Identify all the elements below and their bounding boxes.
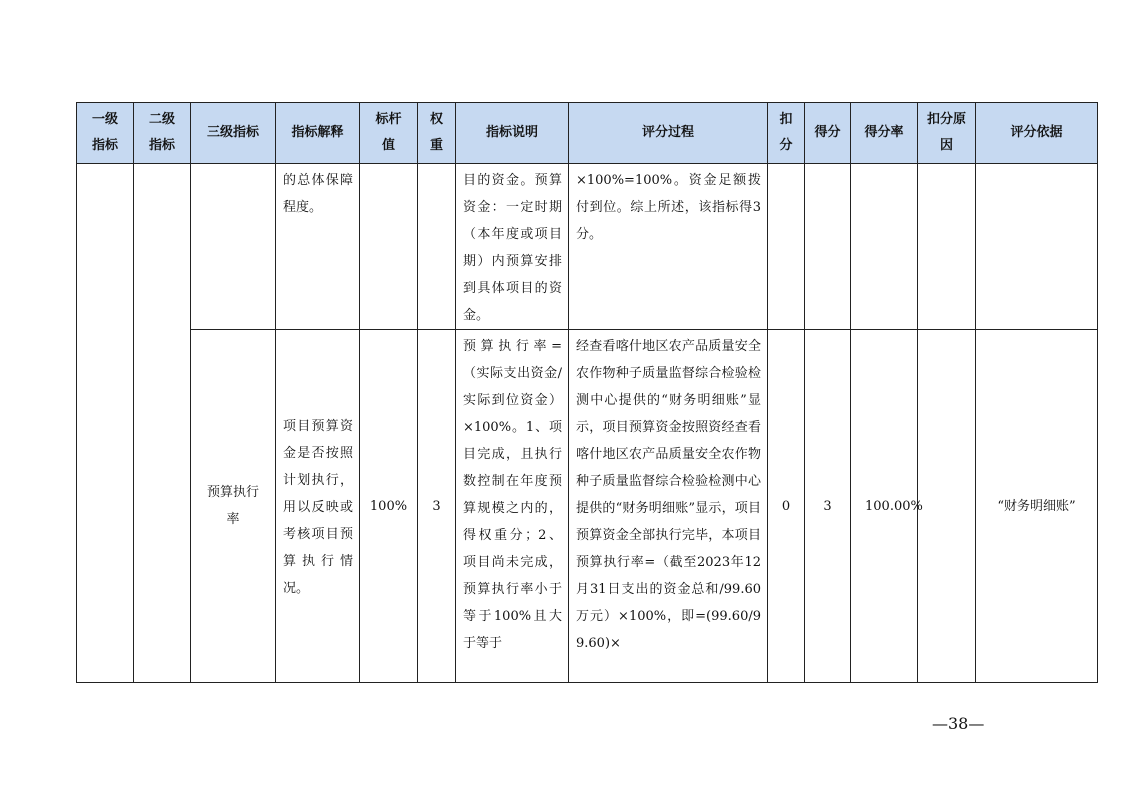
cell-deduction: 0 [768,330,805,683]
cell-basis: “财务明细账” [976,330,1098,683]
header-description: 指标说明 [456,103,569,164]
cell-basis [976,164,1098,330]
cell-level3: 预算执行率 [191,330,276,683]
cell-score-rate [851,164,918,330]
cell-process: 经查看喀什地区农产品质量安全农作物种子质量监督综合检验检测中心提供的“财务明细账”显示，项目预算资金按照资经查看喀什地区农产品质量安全农作物种子质量监督综合检验检测中心提供的“财务明细账”显示，项目预算资金全部执行完毕，本项目预算执行率=（截至2023年12月31日支出的资金总和/99.60万元）×100%，即=(99.60/99.60)× [569,330,768,683]
header-level1: 一级指标 [77,103,134,164]
table-row [77,164,1098,330]
cell-deduction-reason [918,330,976,683]
header-process: 评分过程 [569,103,768,164]
evaluation-table [76,102,1098,683]
page-number: —38— [932,714,985,733]
header-score: 得分 [805,103,851,164]
header-score-rate: 得分率 [851,103,918,164]
cell-weight: 3 [418,330,456,683]
cell-level1 [77,164,134,683]
cell-process: ×100%=100%。资金足额拨付到位。综上所述，该指标得3分。 [569,164,768,330]
header-level2: 二级指标 [134,103,191,164]
table-header-row [77,103,1098,164]
cell-score [805,164,851,330]
cell-weight [418,164,456,330]
header-basis: 评分依据 [976,103,1098,164]
table-row [77,330,1098,683]
cell-benchmark: 100% [360,330,418,683]
header-weight: 权重 [418,103,456,164]
cell-level3 [191,164,276,330]
cell-benchmark [360,164,418,330]
cell-description: 预算执行率=（实际支出资金/实际到位资金）×100%。1、项目完成，且执行数控制在年度预算规模之内的，得权重分；2、项目尚未完成，预算执行率小于等于100%且大于等于 [456,330,569,683]
cell-deduction-reason [918,164,976,330]
cell-explanation: 项目预算资金是否按照计划执行，用以反映或考核项目预算执行情况。 [276,330,360,683]
header-deduction: 扣分 [768,103,805,164]
header-benchmark: 标杆值 [360,103,418,164]
cell-level2 [134,164,191,683]
cell-explanation: 的总体保障程度。 [276,164,360,330]
cell-description: 目的资金。预算资金：一定时期（本年度或项目期）内预算安排到具体项目的资金。 [456,164,569,330]
header-explanation: 指标解释 [276,103,360,164]
cell-score-rate: 100.00% [851,330,918,683]
cell-score: 3 [805,330,851,683]
header-level3: 三级指标 [191,103,276,164]
header-deduction-reason: 扣分原因 [918,103,976,164]
cell-deduction [768,164,805,330]
